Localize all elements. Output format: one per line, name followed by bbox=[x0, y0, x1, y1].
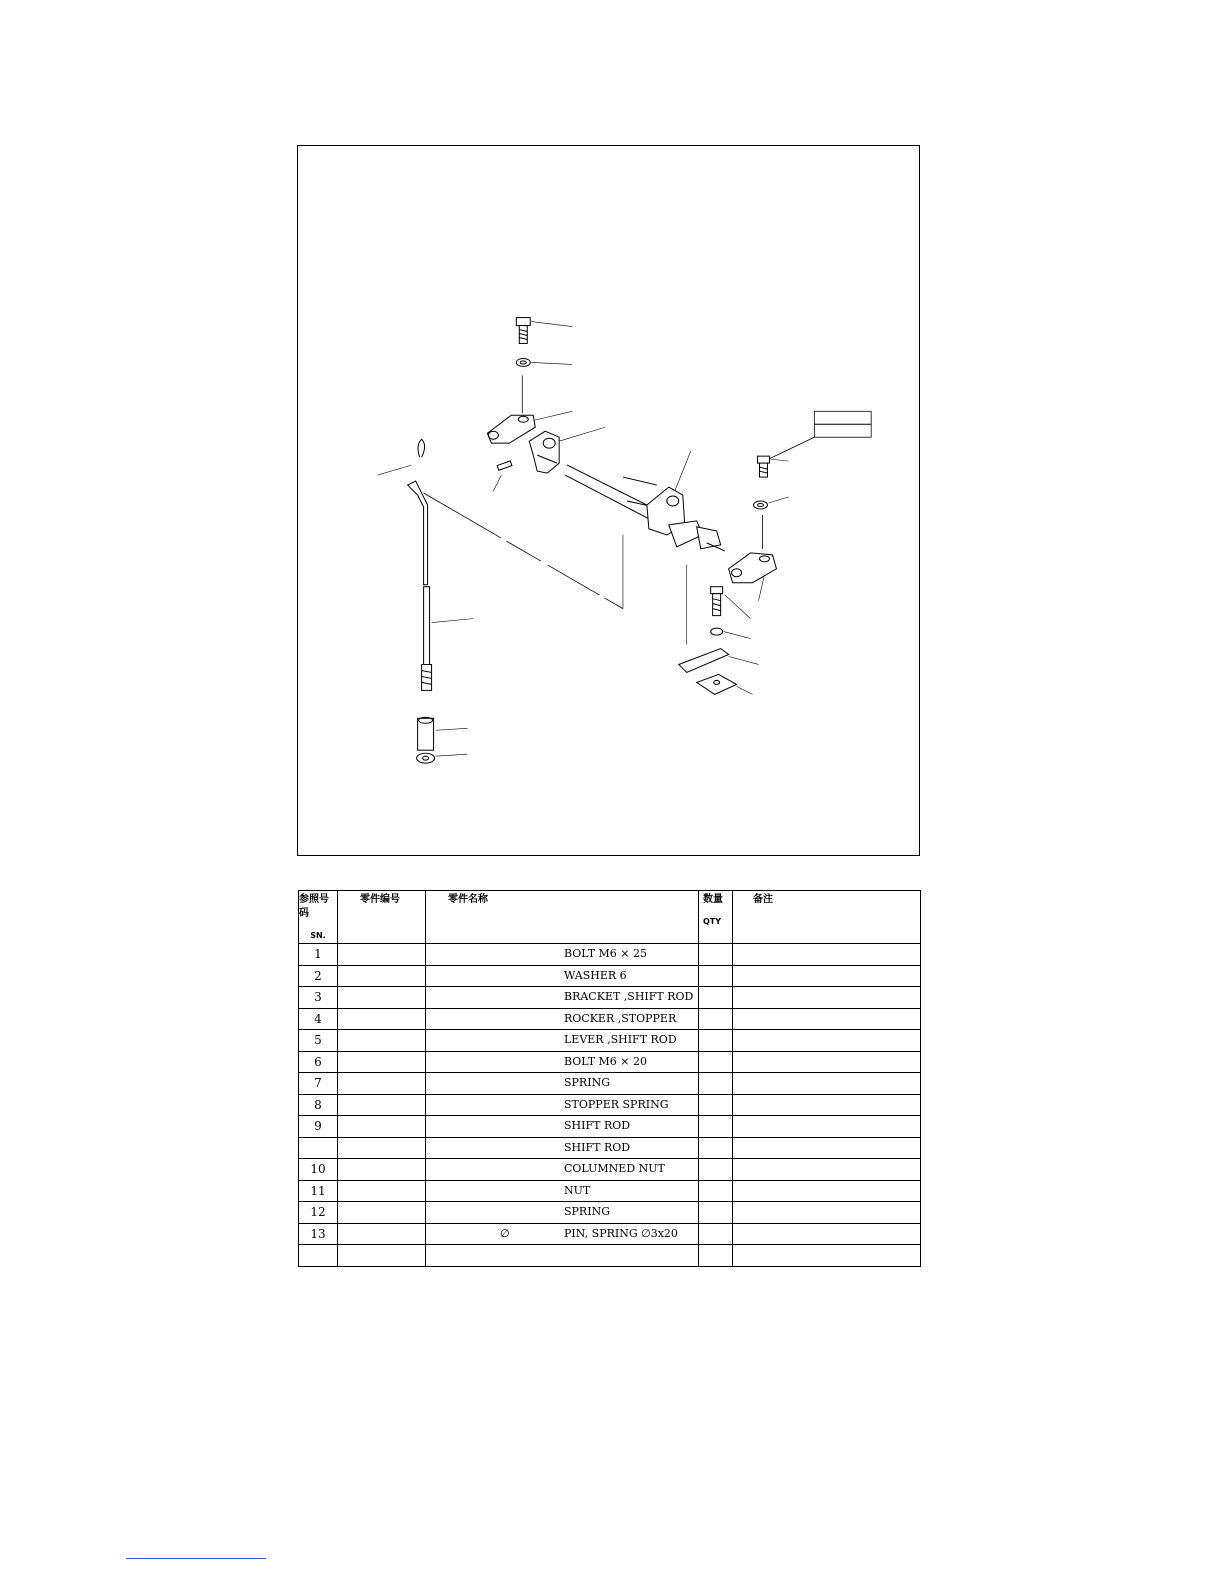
table-row bbox=[299, 1051, 921, 1073]
cell-part-name bbox=[426, 1159, 699, 1181]
cell-qty bbox=[699, 1245, 733, 1267]
header-sn: 参照号码 SN. bbox=[299, 891, 338, 944]
table-row bbox=[299, 1073, 921, 1095]
footnote-separator bbox=[126, 1558, 266, 1559]
cell-remarks bbox=[733, 1202, 921, 1224]
bolt-top bbox=[516, 318, 530, 344]
cell-qty bbox=[699, 1137, 733, 1159]
cell-part-name bbox=[426, 1008, 699, 1030]
cell-part-no bbox=[338, 1030, 426, 1052]
cell-remarks bbox=[733, 1137, 921, 1159]
part-name-text: BRACKET ,SHIFT ROD bbox=[564, 990, 694, 1003]
cell-part-name bbox=[426, 1137, 699, 1159]
cell-qty bbox=[699, 944, 733, 966]
cell-part-name bbox=[426, 1245, 699, 1267]
lever-shift-rod bbox=[529, 431, 559, 473]
part-name-text: SPRING bbox=[564, 1205, 610, 1218]
diagram-drawing bbox=[298, 146, 919, 855]
parts-list-table bbox=[298, 890, 921, 1267]
cell-sn: 9 bbox=[299, 1116, 338, 1138]
bracket-shift-rod bbox=[487, 415, 535, 443]
part-name-text: COLUMNED NUT bbox=[564, 1162, 665, 1175]
cell-sn: 11 bbox=[299, 1180, 338, 1202]
table-row bbox=[299, 1116, 921, 1138]
part-name-text: SHIFT ROD bbox=[564, 1119, 631, 1132]
cell-sn: 13 bbox=[299, 1223, 338, 1245]
cell-remarks bbox=[733, 1008, 921, 1030]
cell-part-name bbox=[426, 1223, 699, 1245]
table-row bbox=[299, 1180, 921, 1202]
cell-sn: 1 bbox=[299, 944, 338, 966]
cell-qty bbox=[699, 1073, 733, 1095]
cell-part-name bbox=[426, 1180, 699, 1202]
cell-part-no bbox=[338, 1223, 426, 1245]
cell-remarks bbox=[733, 1030, 921, 1052]
cell-sn bbox=[299, 1137, 338, 1159]
table-row bbox=[299, 987, 921, 1009]
cell-sn: 5 bbox=[299, 1030, 338, 1052]
cell-remarks bbox=[733, 944, 921, 966]
cell-remarks bbox=[733, 1073, 921, 1095]
cell-remarks bbox=[733, 965, 921, 987]
cell-part-name bbox=[426, 1202, 699, 1224]
cell-sn: 7 bbox=[299, 1073, 338, 1095]
cell-part-no bbox=[338, 944, 426, 966]
washer-top bbox=[516, 358, 530, 366]
header-part-no: 零件编号 bbox=[338, 891, 426, 944]
cell-remarks bbox=[733, 1159, 921, 1181]
cell-sn: 2 bbox=[299, 965, 338, 987]
cell-qty bbox=[699, 1008, 733, 1030]
cell-qty bbox=[699, 1223, 733, 1245]
table-header-row bbox=[299, 891, 921, 944]
cell-part-name bbox=[426, 944, 699, 966]
cell-part-name bbox=[426, 1073, 699, 1095]
cell-part-no bbox=[338, 987, 426, 1009]
nut bbox=[417, 753, 435, 763]
table-row bbox=[299, 1094, 921, 1116]
cell-sn bbox=[299, 1245, 338, 1267]
cell-qty bbox=[699, 1116, 733, 1138]
part-name-text: LEVER ,SHIFT ROD bbox=[564, 1033, 677, 1046]
cell-sn: 10 bbox=[299, 1159, 338, 1181]
part-name-text: SPRING bbox=[564, 1076, 610, 1089]
diameter-symbol: ∅ bbox=[500, 1226, 510, 1240]
table-row bbox=[299, 1245, 921, 1267]
part-name-text: ROCKER ,STOPPER bbox=[564, 1011, 677, 1025]
part-name-text: SHIFT ROD bbox=[564, 1140, 631, 1154]
cell-part-name bbox=[426, 987, 699, 1009]
part-name-text: BOLT M6 × 25 bbox=[564, 947, 648, 960]
table-row bbox=[299, 965, 921, 987]
cell-sn: 3 bbox=[299, 987, 338, 1009]
cell-sn: 8 bbox=[299, 1094, 338, 1116]
cell-qty bbox=[699, 1202, 733, 1224]
rocker-stopper bbox=[729, 553, 777, 583]
cell-part-no bbox=[338, 1245, 426, 1267]
cell-qty bbox=[699, 987, 733, 1009]
cell-remarks bbox=[733, 1051, 921, 1073]
table-row bbox=[299, 1008, 921, 1030]
cell-part-name bbox=[426, 1030, 699, 1052]
part-name-text: BOLT M6 × 20 bbox=[564, 1054, 648, 1068]
cell-sn: 12 bbox=[299, 1202, 338, 1224]
cell-qty bbox=[699, 1094, 733, 1116]
cell-part-no bbox=[338, 1051, 426, 1073]
table-row bbox=[299, 944, 921, 966]
cell-part-no bbox=[338, 1116, 426, 1138]
cell-part-no bbox=[338, 1159, 426, 1181]
cell-part-name bbox=[426, 1094, 699, 1116]
cell-remarks bbox=[733, 1245, 921, 1267]
table-row bbox=[299, 1202, 921, 1224]
cell-remarks bbox=[733, 1180, 921, 1202]
cell-sn: 6 bbox=[299, 1051, 338, 1073]
cell-remarks bbox=[733, 1223, 921, 1245]
cell-part-no bbox=[338, 1202, 426, 1224]
cell-sn: 4 bbox=[299, 1008, 338, 1030]
part-name-text: STOPPER SPRING bbox=[564, 1097, 669, 1111]
table-row bbox=[299, 1137, 921, 1159]
cell-part-no bbox=[338, 1094, 426, 1116]
cell-part-no bbox=[338, 1073, 426, 1095]
washer-right bbox=[754, 501, 768, 509]
part-name-text: PIN, SPRING ∅3x20 bbox=[564, 1226, 678, 1240]
table-row bbox=[299, 1159, 921, 1181]
bolt-right-top bbox=[758, 456, 770, 477]
cell-part-no bbox=[338, 1008, 426, 1030]
header-qty: 数量 QTY bbox=[699, 891, 733, 944]
cell-qty bbox=[699, 1159, 733, 1181]
part-name-text: WASHER 6 bbox=[564, 968, 627, 982]
exploded-parts-diagram bbox=[297, 145, 920, 856]
cell-part-no bbox=[338, 1180, 426, 1202]
cell-qty bbox=[699, 1051, 733, 1073]
shift-shaft bbox=[565, 465, 724, 551]
header-remarks: 备注 bbox=[733, 891, 921, 944]
cell-remarks bbox=[733, 1116, 921, 1138]
cell-qty bbox=[699, 1180, 733, 1202]
cell-remarks bbox=[733, 1094, 921, 1116]
cell-remarks bbox=[733, 987, 921, 1009]
cell-part-no bbox=[338, 1137, 426, 1159]
table-row bbox=[299, 1030, 921, 1052]
table-row bbox=[299, 1223, 921, 1245]
cell-part-name bbox=[426, 965, 699, 987]
cell-part-name bbox=[426, 1051, 699, 1073]
header-part-name: 零件名称 bbox=[426, 891, 699, 944]
part-name-text: NUT bbox=[564, 1183, 591, 1197]
cell-part-name bbox=[426, 1116, 699, 1138]
cell-part-no bbox=[338, 965, 426, 987]
bolt-lower bbox=[711, 587, 723, 616]
cell-qty bbox=[699, 1030, 733, 1052]
cell-qty bbox=[699, 965, 733, 987]
